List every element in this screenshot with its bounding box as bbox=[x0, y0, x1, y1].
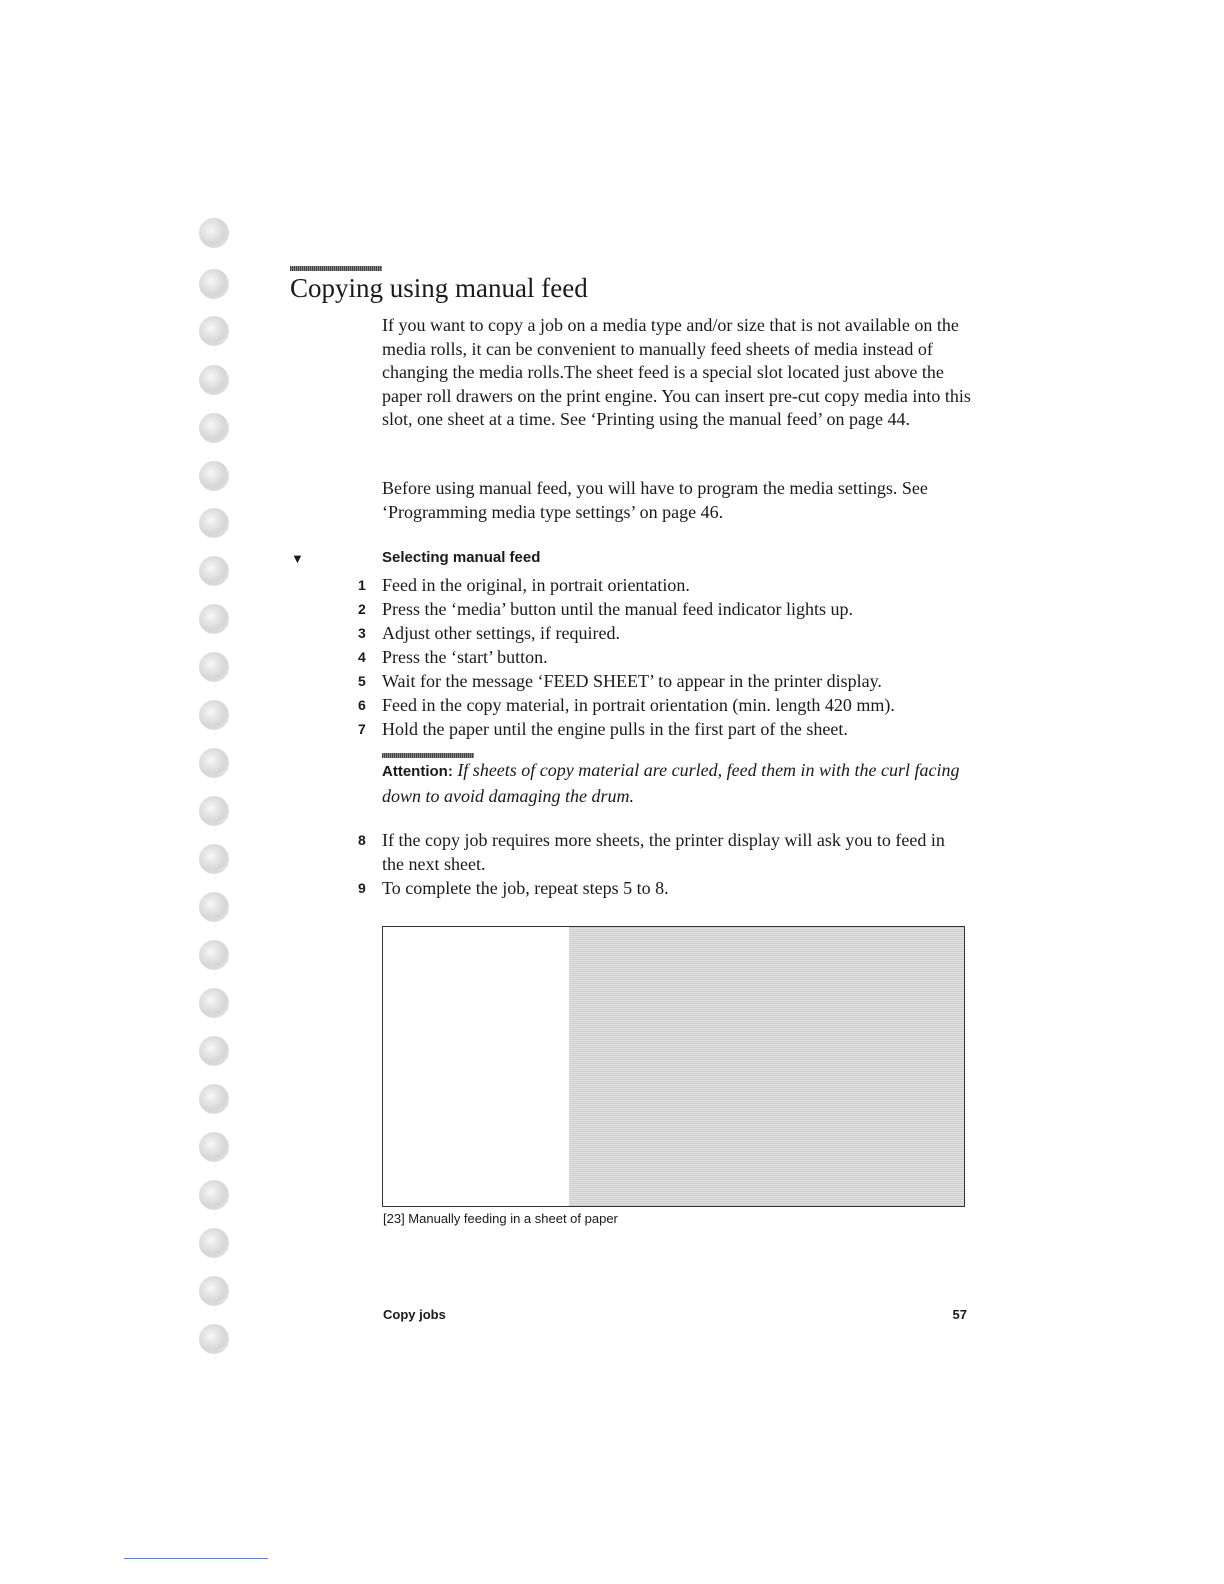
binder-hole bbox=[199, 461, 229, 491]
step-text: Press the ‘start’ button. bbox=[382, 647, 548, 667]
figure-caption: [23] Manually feeding in a sheet of paper bbox=[383, 1211, 618, 1226]
step-text: Hold the paper until the engine pulls in the first part of the sheet. bbox=[382, 719, 848, 739]
figure-shaded-area bbox=[569, 927, 964, 1206]
binder-hole bbox=[199, 1036, 229, 1066]
binder-hole bbox=[199, 365, 229, 395]
list-item bbox=[358, 828, 970, 876]
attention-label: Attention: bbox=[382, 763, 453, 780]
binder-hole bbox=[199, 1132, 229, 1162]
step-number: 8 bbox=[358, 832, 366, 848]
list-item bbox=[358, 621, 970, 645]
binder-hole bbox=[199, 1276, 229, 1306]
binder-hole bbox=[199, 1228, 229, 1258]
step-number: 5 bbox=[358, 673, 366, 689]
step-number: 4 bbox=[358, 649, 366, 665]
attention-note bbox=[382, 758, 972, 809]
step-text: Adjust other settings, if required. bbox=[382, 623, 620, 643]
divider bbox=[124, 1558, 268, 1559]
step-number: 6 bbox=[358, 697, 366, 713]
section-heading: Selecting manual feed bbox=[382, 549, 541, 566]
binder-hole bbox=[199, 892, 229, 922]
step-text: Feed in the original, in portrait orientation. bbox=[382, 575, 690, 595]
list-item bbox=[358, 717, 970, 741]
step-text: To complete the job, repeat steps 5 to 8. bbox=[382, 878, 669, 898]
list-item bbox=[358, 876, 970, 900]
binder-hole bbox=[199, 413, 229, 443]
intro-paragraph: If you want to copy a job on a media type and/or size that is not available on the media rolls, it can be convenient to manually feed sheets of media instead of changing the media rolls.The sheet feed is a special slot located just above the paper roll drawers on the print engine. You can insert pre-cut copy media into this slot, one sheet at a time. See ‘Printing using the manual feed’ on page 44. bbox=[382, 315, 971, 429]
page-number: 57 bbox=[952, 1307, 967, 1322]
binder-hole bbox=[199, 1180, 229, 1210]
figure-image bbox=[382, 926, 965, 1207]
step-number: 3 bbox=[358, 625, 366, 641]
binder-hole bbox=[199, 748, 229, 778]
list-item bbox=[358, 645, 970, 669]
step-text: Feed in the copy material, in portrait orientation (min. length 420 mm). bbox=[382, 695, 895, 715]
binder-hole bbox=[199, 316, 229, 346]
binder-hole bbox=[199, 556, 229, 586]
binder-hole bbox=[199, 796, 229, 826]
binder-hole bbox=[199, 652, 229, 682]
binder-hole bbox=[199, 269, 229, 299]
section-marker-icon: ▼ bbox=[291, 551, 304, 566]
binder-hole bbox=[199, 700, 229, 730]
list-item bbox=[358, 573, 970, 597]
binder-hole bbox=[199, 508, 229, 538]
binder-hole bbox=[199, 1084, 229, 1114]
list-item bbox=[358, 693, 970, 717]
step-text: If the copy job requires more sheets, the printer display will ask you to feed in the next sheet. bbox=[382, 830, 945, 874]
attention-text: If sheets of copy material are curled, feed them in with the curl facing down to avoid damaging the drum. bbox=[382, 760, 960, 806]
binder-hole bbox=[199, 1324, 229, 1354]
step-text: Press the ‘media’ button until the manual feed indicator lights up. bbox=[382, 599, 854, 619]
intro-paragraph: Before using manual feed, you will have to program the media settings. See ‘Programming media type settings’ on page 46. bbox=[382, 478, 928, 522]
step-number: 1 bbox=[358, 577, 366, 593]
binder-hole bbox=[199, 940, 229, 970]
page-title: Copying using manual feed bbox=[290, 273, 588, 303]
step-number: 9 bbox=[358, 880, 366, 896]
binder-hole bbox=[199, 988, 229, 1018]
footer-section: Copy jobs bbox=[383, 1307, 446, 1322]
binder-hole bbox=[199, 218, 229, 248]
step-text: Wait for the message ‘FEED SHEET’ to appear in the printer display. bbox=[382, 671, 882, 691]
list-item bbox=[358, 669, 970, 693]
step-number: 2 bbox=[358, 601, 366, 617]
step-number: 7 bbox=[358, 721, 366, 737]
binder-hole bbox=[199, 844, 229, 874]
list-item bbox=[358, 597, 970, 621]
binder-hole bbox=[199, 604, 229, 634]
